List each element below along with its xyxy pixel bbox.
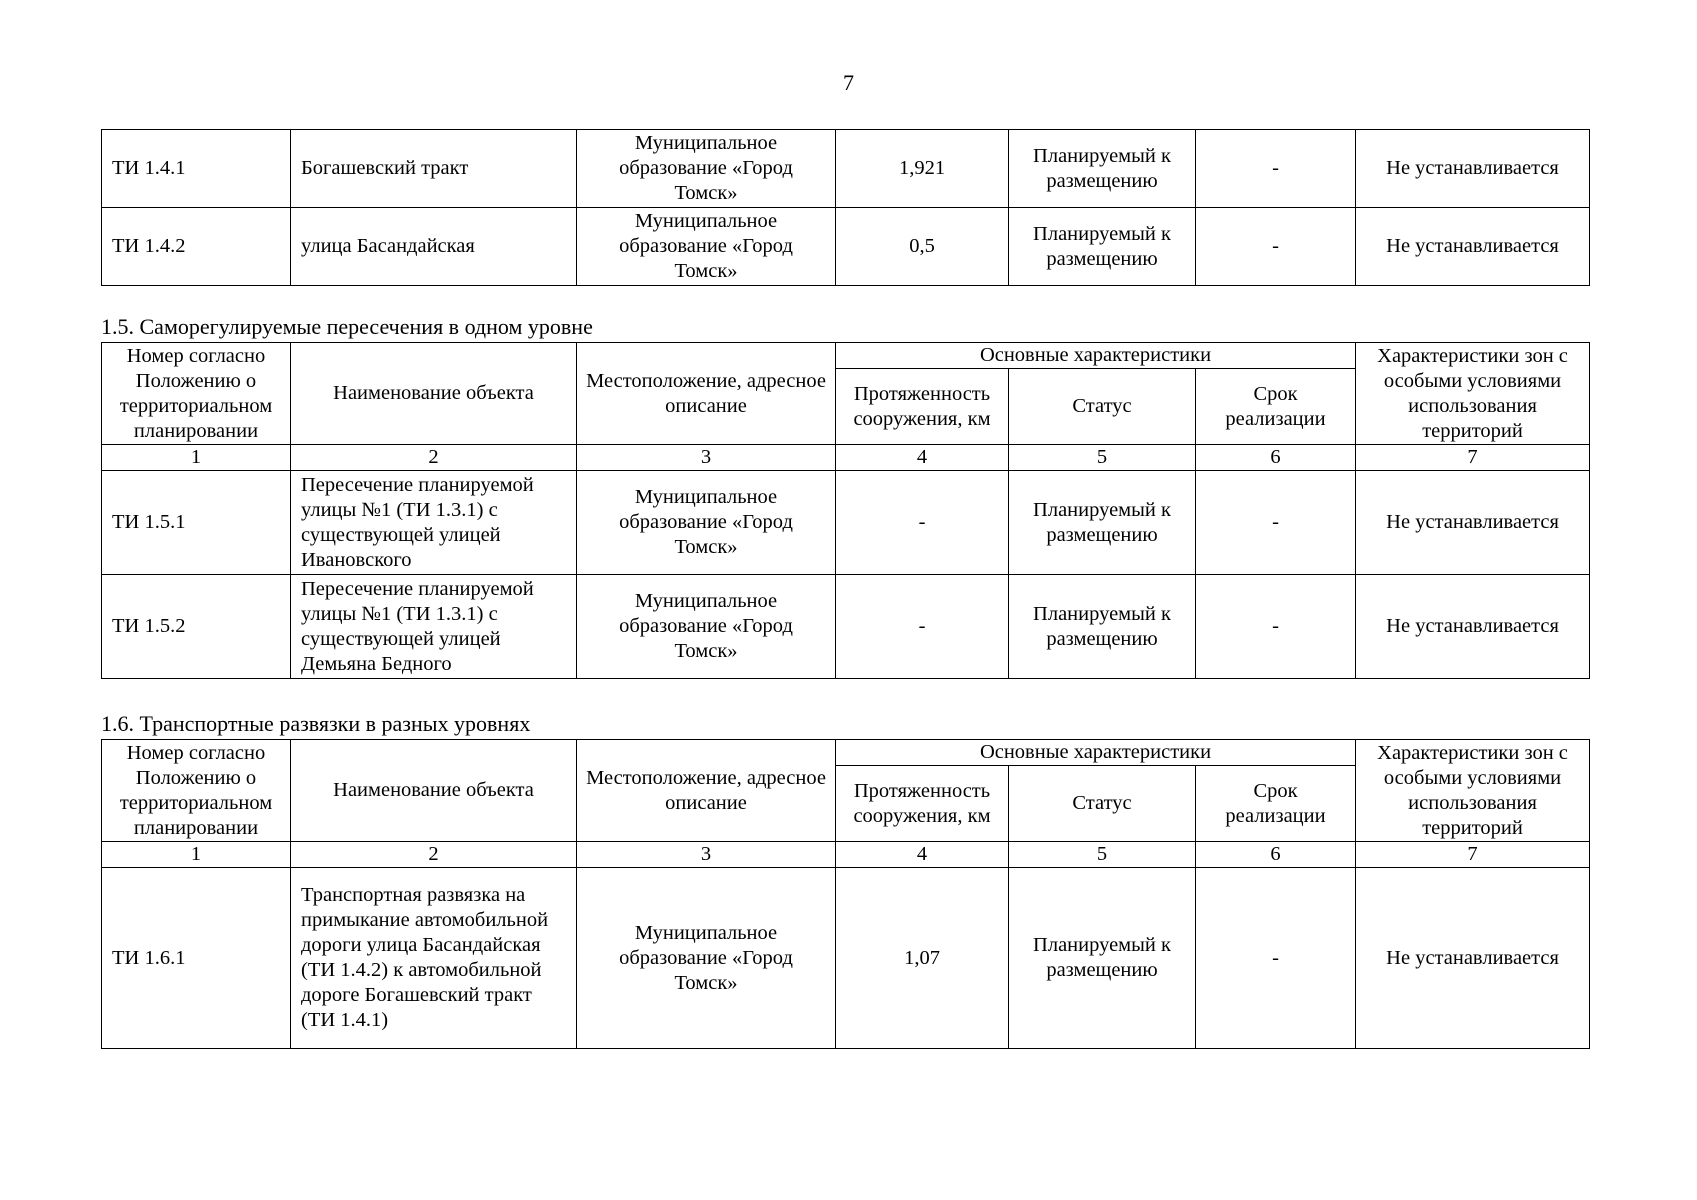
object-location: Муниципальное образование «Город Томск» <box>577 868 836 1049</box>
object-location: Муниципальное образование «Город Томск» <box>577 208 836 286</box>
column-number: 5 <box>1009 445 1196 471</box>
object-term: - <box>1196 208 1356 286</box>
header-zones: Характеристики зон с особыми условиями использования территорий <box>1356 343 1590 445</box>
column-numbers-row <box>102 842 1590 868</box>
object-length: 1,921 <box>836 130 1009 208</box>
object-location: Муниципальное образование «Город Томск» <box>577 575 836 679</box>
header-zones: Характеристики зон с особыми условиями использования территорий <box>1356 740 1590 842</box>
header-name: Наименование объекта <box>291 740 577 842</box>
column-number: 3 <box>577 445 836 471</box>
object-status: Планируемый к размещению <box>1009 130 1196 208</box>
header-main-characteristics: Основные характеристики <box>836 343 1356 369</box>
object-name: Транспортная развязка на примыкание автомобильной дороги улица Басандайская (ТИ 1.4.2) к автомобильной дороге Богашевский тракт (ТИ 1.4.1) <box>291 868 577 1049</box>
object-length: 1,07 <box>836 868 1009 1049</box>
object-term: - <box>1196 130 1356 208</box>
column-number: 7 <box>1356 842 1590 868</box>
object-term: - <box>1196 868 1356 1049</box>
header-length: Протяженность сооружения, км <box>836 766 1009 842</box>
section-title-1-5: 1.5. Саморегулируемые пересечения в одном уровне <box>101 314 593 339</box>
object-zones: Не устанавливается <box>1356 130 1590 208</box>
object-location: Муниципальное образование «Город Томск» <box>577 471 836 575</box>
column-number: 2 <box>291 842 577 868</box>
object-length: - <box>836 471 1009 575</box>
column-number: 7 <box>1356 445 1590 471</box>
object-status: Планируемый к размещению <box>1009 471 1196 575</box>
column-number: 5 <box>1009 842 1196 868</box>
column-number: 4 <box>836 445 1009 471</box>
header-location: Местоположение, адресное описание <box>577 740 836 842</box>
object-name: улица Басандайская <box>291 208 577 286</box>
object-term: - <box>1196 471 1356 575</box>
table-header-row <box>102 740 1590 766</box>
header-name: Наименование объекта <box>291 343 577 445</box>
object-status: Планируемый к размещению <box>1009 208 1196 286</box>
table-row <box>102 130 1590 208</box>
object-number: ТИ 1.5.1 <box>102 471 291 575</box>
column-number: 3 <box>577 842 836 868</box>
object-number: ТИ 1.6.1 <box>102 868 291 1049</box>
object-name: Пересечение планируемой улицы №1 (ТИ 1.3.1) с существующей улицей Ивановского <box>291 471 577 575</box>
column-numbers-row <box>102 445 1590 471</box>
section-title-1-6: 1.6. Транспортные развязки в разных уровнях <box>101 711 531 736</box>
column-number: 4 <box>836 842 1009 868</box>
object-location: Муниципальное образование «Город Томск» <box>577 130 836 208</box>
column-number: 6 <box>1196 445 1356 471</box>
page-number: 7 <box>843 70 854 95</box>
header-number: Номер согласно Положению о территориальном планировании <box>102 343 291 445</box>
object-zones: Не устанавливается <box>1356 471 1590 575</box>
header-term: Срок реализации <box>1196 766 1356 842</box>
header-main-characteristics: Основные характеристики <box>836 740 1356 766</box>
object-number: ТИ 1.4.2 <box>102 208 291 286</box>
object-length: 0,5 <box>836 208 1009 286</box>
column-number: 6 <box>1196 842 1356 868</box>
table-row <box>102 471 1590 575</box>
column-number: 2 <box>291 445 577 471</box>
object-length: - <box>836 575 1009 679</box>
column-number: 1 <box>102 842 291 868</box>
header-length: Протяженность сооружения, км <box>836 369 1009 445</box>
interchanges-table <box>101 739 1590 1049</box>
table-row <box>102 868 1590 1049</box>
object-status: Планируемый к размещению <box>1009 868 1196 1049</box>
header-status: Статус <box>1009 369 1196 445</box>
roads-table <box>101 129 1590 286</box>
object-name: Пересечение планируемой улицы №1 (ТИ 1.3.1) с существующей улицей Демьяна Бедного <box>291 575 577 679</box>
object-number: ТИ 1.5.2 <box>102 575 291 679</box>
object-name: Богашевский тракт <box>291 130 577 208</box>
object-term: - <box>1196 575 1356 679</box>
header-number: Номер согласно Положению о территориальном планировании <box>102 740 291 842</box>
object-zones: Не устанавливается <box>1356 868 1590 1049</box>
intersections-table <box>101 342 1590 679</box>
table-row <box>102 208 1590 286</box>
column-number: 1 <box>102 445 291 471</box>
table-header-row <box>102 343 1590 369</box>
header-status: Статус <box>1009 766 1196 842</box>
object-number: ТИ 1.4.1 <box>102 130 291 208</box>
header-term: Срок реализации <box>1196 369 1356 445</box>
table-row <box>102 575 1590 679</box>
header-location: Местоположение, адресное описание <box>577 343 836 445</box>
object-zones: Не устанавливается <box>1356 208 1590 286</box>
object-status: Планируемый к размещению <box>1009 575 1196 679</box>
object-zones: Не устанавливается <box>1356 575 1590 679</box>
